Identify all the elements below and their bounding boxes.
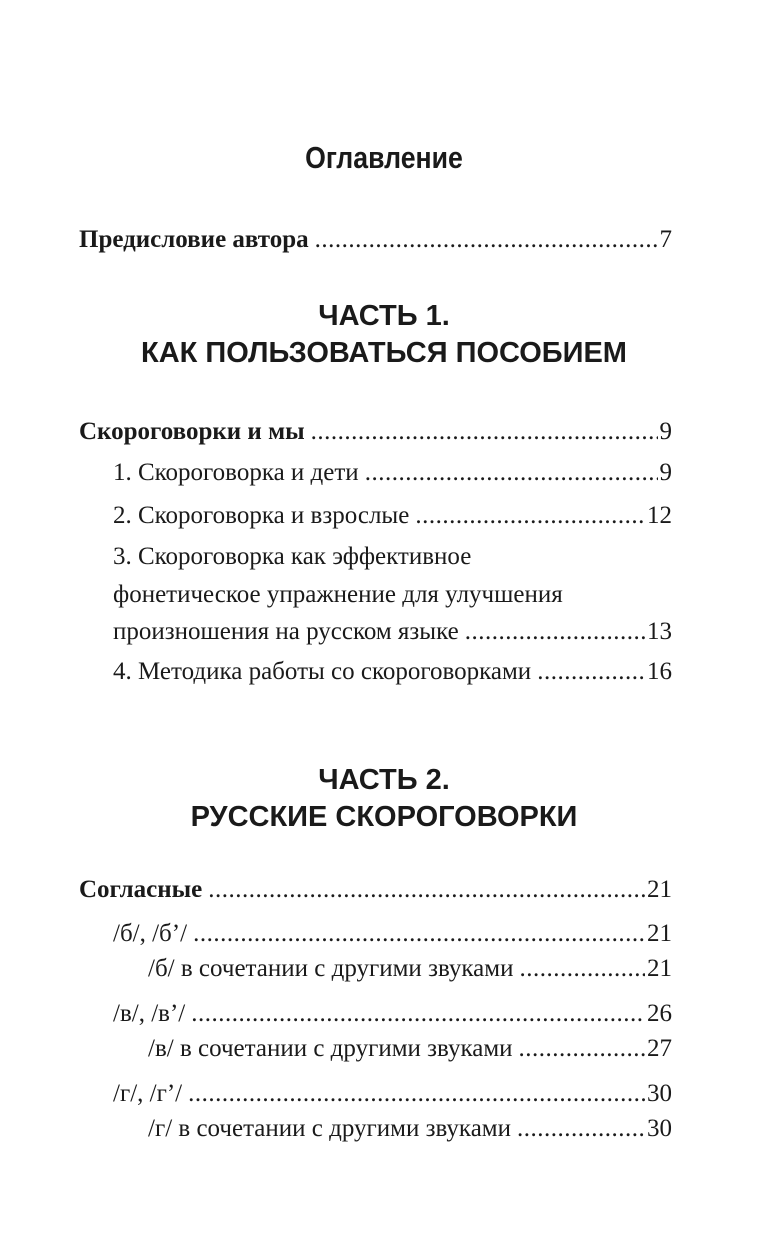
toc-page-number: 16: [647, 658, 672, 685]
toc-page-number: 13: [647, 618, 672, 645]
toc-entry[interactable]: [113, 618, 672, 652]
toc-entry[interactable]: [113, 459, 672, 493]
toc-entry[interactable]: [113, 658, 672, 692]
toc-page-number: 21: [647, 920, 672, 947]
toc-page-number: 9: [659, 418, 672, 445]
toc-entry[interactable]: [113, 1080, 672, 1114]
dot-leader: [311, 418, 658, 446]
part-1-heading: [0, 298, 768, 372]
toc-entry-label: /г/, /г’/: [113, 1080, 183, 1107]
toc-page-number: 30: [647, 1080, 672, 1107]
toc-entry-label: /г/ в сочетании с другими звуками: [148, 1115, 511, 1142]
toc-page-number: 30: [647, 1115, 672, 1142]
toc-entry[interactable]: [113, 1000, 672, 1034]
part-2-number: ЧАСТЬ 2.: [318, 764, 450, 796]
dot-leader: [517, 1115, 645, 1143]
toc-section-consonants[interactable]: [79, 876, 672, 910]
toc-entry-label: Согласные: [79, 876, 203, 903]
dot-leader: [188, 1080, 645, 1108]
dot-leader: [208, 876, 645, 904]
part-2-heading: [0, 762, 768, 836]
dot-leader: [365, 459, 658, 487]
page-title: Оглавление: [305, 140, 463, 175]
toc-entry-label: Предисловие автора: [79, 226, 309, 253]
toc-entry[interactable]: [148, 1035, 672, 1069]
toc-entry-label: 4. Методика работы со скороговорками: [113, 658, 532, 685]
toc-entry-preface[interactable]: [79, 226, 672, 260]
toc-entry[interactable]: [148, 1115, 672, 1149]
toc-section-tongue-twisters-and-us[interactable]: [79, 418, 672, 452]
toc-page-number: 26: [647, 1000, 672, 1027]
toc-entry-label: /б/, /б’/: [113, 920, 188, 947]
dot-leader: [537, 658, 645, 686]
toc-entry-label: произношения на русском языке: [113, 618, 459, 645]
toc-page-number: 27: [647, 1035, 672, 1062]
toc-entry[interactable]: [113, 920, 672, 954]
toc-entry-label: /б/ в сочетании с другими звуками: [148, 955, 514, 982]
toc-entry-label: /в/ в сочетании с другими звуками: [148, 1035, 513, 1062]
toc-page-number: 9: [659, 459, 672, 486]
toc-entry-label: Скороговорки и мы: [79, 418, 305, 445]
dot-leader: [519, 955, 645, 983]
dot-leader: [191, 1000, 645, 1028]
toc-entry-label: 2. Скороговорка и взрослые: [113, 502, 410, 529]
toc-page-number: 21: [647, 955, 672, 982]
toc-entry[interactable]: [113, 502, 672, 536]
toc-entry[interactable]: [148, 955, 672, 989]
toc-page-number: 7: [659, 226, 672, 253]
dot-leader: [415, 502, 645, 530]
dot-leader: [519, 1035, 645, 1063]
dot-leader: [465, 618, 645, 646]
toc-entry-line: фонетическое упражнение для улучшения: [113, 581, 563, 608]
part-1-number: ЧАСТЬ 1.: [318, 300, 450, 332]
toc-page-number: 12: [647, 502, 672, 529]
part-1-title: КАК ПОЛЬЗОВАТЬСЯ ПОСОБИЕМ: [141, 337, 627, 369]
dot-leader: [193, 920, 645, 948]
part-2-title: РУССКИЕ СКОРОГОВОРКИ: [190, 801, 578, 833]
toc-page-number: 21: [647, 876, 672, 903]
toc-entry-label: /в/, /в’/: [113, 1000, 186, 1027]
toc-entry-label: 1. Скороговорка и дети: [113, 459, 359, 486]
toc-entry-line: 3. Скороговорка как эффективное: [113, 543, 472, 570]
dot-leader: [315, 226, 658, 254]
